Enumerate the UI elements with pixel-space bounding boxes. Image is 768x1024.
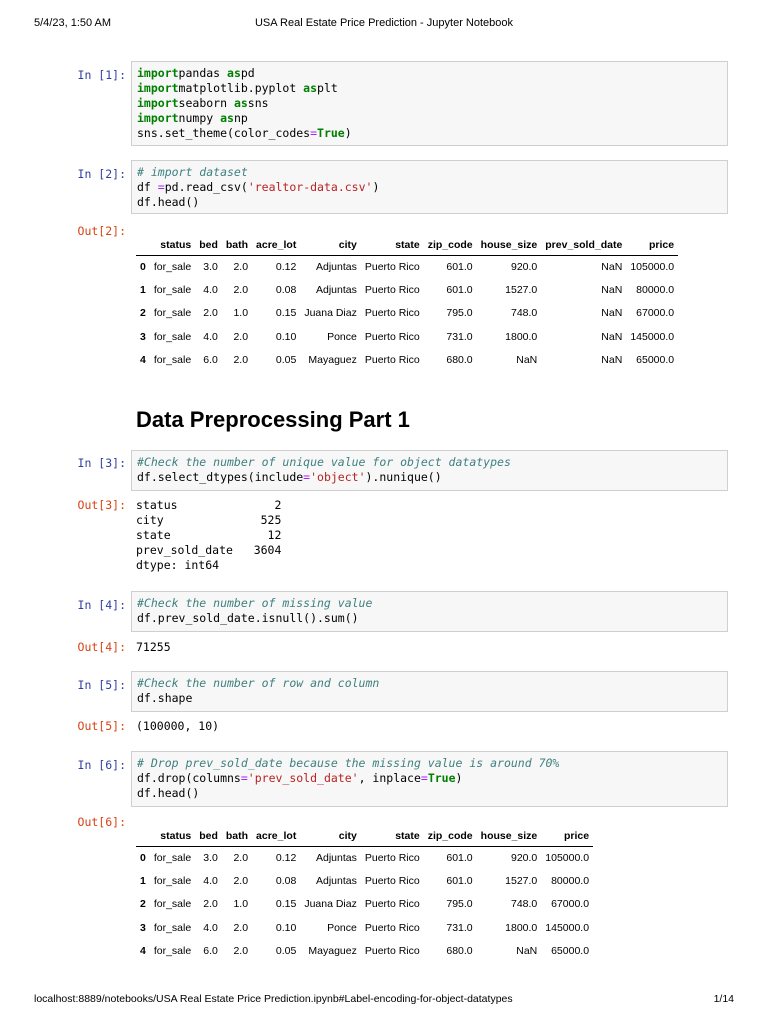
code-editor-4[interactable]: [137, 596, 722, 626]
table-row: [136, 869, 593, 892]
row-index: 4: [140, 353, 146, 366]
table-cell: for_sale: [153, 283, 192, 296]
table-cell: 0.10: [275, 921, 297, 934]
table-cell: for_sale: [153, 260, 192, 273]
table-cell: NaN: [601, 307, 623, 320]
table-cell: 0.05: [275, 353, 297, 366]
code-token: pd.read_csv(: [164, 180, 248, 194]
code-token: # import dataset: [137, 165, 248, 179]
table-cell: 2.0: [233, 851, 249, 864]
code-token: ): [344, 126, 352, 140]
code-token: df.select_dtypes(include: [137, 470, 304, 484]
code-token: 'prev_sold_date': [247, 771, 359, 785]
table-cell: 920.0: [510, 260, 538, 273]
table-cell: 0.05: [275, 944, 297, 957]
table-cell: Adjuntas: [315, 874, 357, 887]
row-index: 3: [140, 921, 146, 934]
table-cell: NaN: [516, 353, 538, 366]
column-header: price: [541, 826, 593, 846]
table-row: [136, 939, 593, 962]
code-token: #Check the number of unique value for object datatypes: [137, 455, 511, 469]
table-cell: 2.0: [233, 921, 249, 934]
row-index: 0: [140, 851, 146, 864]
code-editor-3[interactable]: [137, 455, 722, 485]
table-cell: 0.10: [275, 330, 297, 343]
table-cell: NaN: [601, 330, 623, 343]
table-cell: 67000.0: [636, 307, 675, 320]
column-header: house_size: [477, 235, 542, 255]
row-index: 0: [140, 260, 146, 273]
table-cell: for_sale: [153, 330, 192, 343]
table-row: [136, 348, 678, 371]
code-token: matplotlib.pyplot: [178, 81, 304, 95]
input-prompt-3: In [3]:: [77, 456, 126, 470]
code-cell-3[interactable]: [131, 450, 728, 491]
page-number: 1/14: [713, 993, 734, 1005]
table-cell: 4.0: [203, 921, 218, 934]
notebook-title: USA Real Estate Price Prediction - Jupyter Notebook: [254, 17, 513, 29]
column-header: bed: [195, 826, 222, 846]
table-cell: 748.0: [510, 307, 538, 320]
column-header: prev_sold_date: [541, 235, 626, 255]
table-cell: 1800.0: [505, 330, 538, 343]
table-cell: 6.0: [203, 944, 218, 957]
table-cell: 920.0: [510, 851, 538, 864]
code-token: , inplace: [358, 771, 421, 785]
table-cell: 0.08: [275, 283, 297, 296]
page-url: localhost:8889/notebooks/USA Real Estate Price Prediction.ipynb#Label-encoding-for-object-datatypes: [34, 993, 513, 1005]
table-cell: 0.08: [275, 874, 297, 887]
table-cell: 2.0: [233, 944, 249, 957]
table-cell: 0.12: [275, 260, 297, 273]
column-header: [136, 235, 150, 255]
table-cell: 145000.0: [545, 921, 590, 934]
code-token: #Check the number of missing value: [137, 596, 373, 610]
code-token: numpy: [178, 111, 221, 125]
table-cell: 3.0: [203, 260, 218, 273]
code-token: =: [240, 771, 248, 785]
table-cell: 4.0: [203, 283, 218, 296]
code-token: as: [220, 111, 234, 125]
table-cell: 4.0: [203, 874, 218, 887]
code-cell-5[interactable]: [131, 671, 728, 712]
table-row: [136, 302, 678, 325]
code-line: [137, 81, 722, 96]
code-token: 'realtor-data.csv': [247, 180, 373, 194]
code-line: [137, 96, 722, 111]
table-cell: Mayaguez: [308, 353, 357, 366]
code-token: import: [137, 81, 179, 95]
column-header: acre_lot: [252, 235, 300, 255]
table-cell: for_sale: [153, 307, 192, 320]
code-token: df.prev_sold_date.isnull().sum(): [137, 611, 359, 625]
code-token: sns.set_theme(color_codes: [137, 126, 311, 140]
code-token: 'object': [310, 470, 366, 484]
code-token: df.head(): [137, 195, 200, 209]
code-token: # Drop prev_sold_date because the missing value is around 70%: [137, 756, 560, 770]
code-editor-1[interactable]: [137, 66, 722, 141]
table-cell: 731.0: [446, 330, 473, 343]
table-cell: 0.15: [275, 898, 297, 911]
stream-output-5: (100000, 10): [136, 719, 220, 733]
code-token: df.shape: [137, 691, 193, 705]
table-cell: 2.0: [233, 330, 249, 343]
table-cell: 2.0: [203, 898, 218, 911]
table-cell: Puerto Rico: [364, 944, 420, 957]
table-row: [136, 916, 593, 939]
code-token: seaborn: [178, 96, 234, 110]
table-cell: 3.0: [203, 851, 218, 864]
code-token: pd: [240, 66, 255, 80]
table-cell: 601.0: [446, 283, 473, 296]
column-header: state: [361, 235, 424, 255]
table-cell: for_sale: [153, 898, 192, 911]
table-row: [136, 325, 678, 348]
code-token: ): [372, 180, 380, 194]
table-cell: 0.12: [275, 851, 297, 864]
table-cell: 680.0: [446, 944, 473, 957]
table-cell: 2.0: [233, 874, 249, 887]
column-header: bed: [195, 235, 222, 255]
table-cell: NaN: [516, 944, 538, 957]
table-cell: for_sale: [153, 353, 192, 366]
code-editor-2[interactable]: [137, 165, 722, 210]
code-line: [137, 596, 722, 611]
column-header: [136, 826, 150, 846]
code-token: =: [157, 180, 165, 194]
table-cell: 1527.0: [505, 283, 538, 296]
code-token: sns: [247, 96, 269, 110]
code-editor-5[interactable]: [137, 676, 722, 706]
table-cell: Juana Diaz: [304, 307, 357, 320]
table-row: [136, 893, 593, 916]
column-header: zip_code: [424, 826, 477, 846]
table-cell: 1527.0: [505, 874, 538, 887]
table-cell: 795.0: [446, 898, 473, 911]
table-cell: 2.0: [203, 307, 218, 320]
table-cell: 2.0: [233, 260, 249, 273]
code-line: [137, 455, 722, 470]
code-token: True: [317, 126, 345, 140]
table-row: [136, 278, 678, 301]
table-cell: 6.0: [203, 353, 218, 366]
code-cell-2[interactable]: [131, 160, 728, 214]
code-token: =: [420, 771, 428, 785]
table-cell: 65000.0: [551, 944, 590, 957]
output-prompt-5: Out[5]:: [77, 719, 126, 733]
column-header: state: [361, 826, 424, 846]
code-token: =: [303, 470, 311, 484]
code-line: [137, 111, 722, 126]
table-cell: 0.15: [275, 307, 297, 320]
code-line: [137, 611, 722, 626]
table-cell: Adjuntas: [315, 260, 357, 273]
table-cell: 67000.0: [551, 898, 590, 911]
table-cell: Juana Diaz: [304, 898, 357, 911]
dataframe-output-1: [136, 235, 678, 371]
column-header: status: [150, 235, 195, 255]
code-line: [137, 66, 722, 81]
table-cell: 748.0: [510, 898, 538, 911]
table-cell: Ponce: [327, 330, 357, 343]
code-cell-6[interactable]: [131, 751, 728, 807]
output-prompt-6: Out[6]:: [77, 815, 126, 829]
code-cell-4[interactable]: [131, 591, 728, 632]
code-editor-6[interactable]: [137, 756, 722, 801]
code-token: import: [137, 66, 179, 80]
table-cell: 80000.0: [636, 283, 675, 296]
code-token: as: [227, 66, 241, 80]
table-cell: for_sale: [153, 921, 192, 934]
column-header: price: [626, 235, 678, 255]
table-cell: 601.0: [446, 260, 473, 273]
table-cell: 2.0: [233, 353, 249, 366]
code-line: [137, 756, 722, 771]
code-token: plt: [317, 81, 338, 95]
code-line: [137, 195, 722, 210]
table-cell: 680.0: [446, 353, 473, 366]
table-cell: 731.0: [446, 921, 473, 934]
code-token: as: [233, 96, 248, 110]
table-cell: for_sale: [153, 851, 192, 864]
column-header: city: [300, 826, 361, 846]
table-cell: for_sale: [153, 874, 192, 887]
input-prompt-6: In [6]:: [77, 758, 126, 772]
table-cell: 80000.0: [551, 874, 590, 887]
code-token: import: [137, 96, 179, 110]
code-cell-1[interactable]: [131, 61, 728, 146]
table-cell: Puerto Rico: [364, 307, 420, 320]
print-header: [34, 17, 734, 31]
code-token: as: [303, 81, 318, 95]
table-cell: Adjuntas: [315, 851, 357, 864]
input-prompt-4: In [4]:: [77, 598, 126, 612]
column-header: acre_lot: [252, 826, 300, 846]
stream-output-4: 71255: [136, 640, 171, 654]
row-index: 4: [140, 944, 146, 957]
table-cell: 601.0: [446, 851, 473, 864]
table-cell: Ponce: [327, 921, 357, 934]
code-token: ): [455, 771, 463, 785]
row-index: 1: [140, 874, 146, 887]
code-line: [137, 165, 722, 180]
code-line: [137, 676, 722, 691]
row-index: 1: [140, 283, 146, 296]
column-header: house_size: [477, 826, 542, 846]
code-line: [137, 470, 722, 485]
table-cell: Puerto Rico: [364, 921, 420, 934]
print-date: 5/4/23, 1:50 AM: [34, 17, 112, 29]
output-prompt-2: Out[2]:: [77, 224, 126, 238]
table-cell: 1800.0: [505, 921, 538, 934]
code-token: pandas: [178, 66, 228, 80]
table-cell: 2.0: [233, 283, 249, 296]
dataframe-output-2: [136, 826, 593, 962]
table-cell: 145000.0: [630, 330, 675, 343]
table-row: [136, 255, 678, 278]
input-prompt-2: In [2]:: [77, 167, 126, 181]
code-token: df.head(): [137, 786, 200, 800]
column-header: city: [300, 235, 361, 255]
code-line: [137, 691, 722, 706]
table-cell: Puerto Rico: [364, 898, 420, 911]
code-line: [137, 786, 722, 801]
table-cell: Puerto Rico: [364, 874, 420, 887]
stream-output-3: status 2 city 525 state 12 prev_sold_date 3604 dtype: int64: [136, 498, 282, 572]
row-index: 2: [140, 898, 146, 911]
table-cell: for_sale: [153, 944, 192, 957]
code-token: =: [310, 126, 318, 140]
table-header-row: [136, 235, 678, 255]
column-header: bath: [222, 235, 252, 255]
table-cell: Puerto Rico: [364, 353, 420, 366]
code-line: [137, 180, 722, 195]
column-header: status: [150, 826, 195, 846]
section-heading: Data Preprocessing Part 1: [136, 407, 410, 432]
output-prompt-3: Out[3]:: [77, 498, 126, 512]
code-token: ).nunique(): [365, 470, 442, 484]
table-cell: Puerto Rico: [364, 283, 420, 296]
table-cell: 795.0: [446, 307, 473, 320]
code-token: df: [137, 180, 158, 194]
table-cell: 105000.0: [630, 260, 675, 273]
table-cell: NaN: [601, 260, 623, 273]
code-token: np: [233, 111, 248, 125]
row-index: 3: [140, 330, 146, 343]
table-cell: 1.0: [233, 898, 249, 911]
output-prompt-4: Out[4]:: [77, 640, 126, 654]
table-cell: Mayaguez: [308, 944, 357, 957]
table-cell: Adjuntas: [315, 283, 357, 296]
table-cell: 65000.0: [636, 353, 675, 366]
code-token: #Check the number of row and column: [137, 676, 380, 690]
column-header: bath: [222, 826, 252, 846]
code-token: df.drop(columns: [137, 771, 241, 785]
input-prompt-1: In [1]:: [77, 68, 126, 82]
code-token: import: [137, 111, 179, 125]
row-index: 2: [140, 307, 146, 320]
code-line: [137, 126, 722, 141]
table-cell: Puerto Rico: [364, 260, 420, 273]
table-cell: 1.0: [233, 307, 249, 320]
code-token: True: [427, 771, 456, 785]
table-row: [136, 846, 593, 869]
table-cell: 601.0: [446, 874, 473, 887]
table-header-row: [136, 826, 593, 846]
input-prompt-5: In [5]:: [77, 678, 126, 692]
table-cell: 4.0: [203, 330, 218, 343]
table-cell: NaN: [601, 283, 623, 296]
table-cell: Puerto Rico: [364, 330, 420, 343]
column-header: zip_code: [424, 235, 477, 255]
print-footer: [34, 993, 734, 1007]
table-cell: NaN: [601, 353, 623, 366]
table-cell: 105000.0: [545, 851, 590, 864]
code-line: [137, 771, 722, 786]
table-cell: Puerto Rico: [364, 851, 420, 864]
